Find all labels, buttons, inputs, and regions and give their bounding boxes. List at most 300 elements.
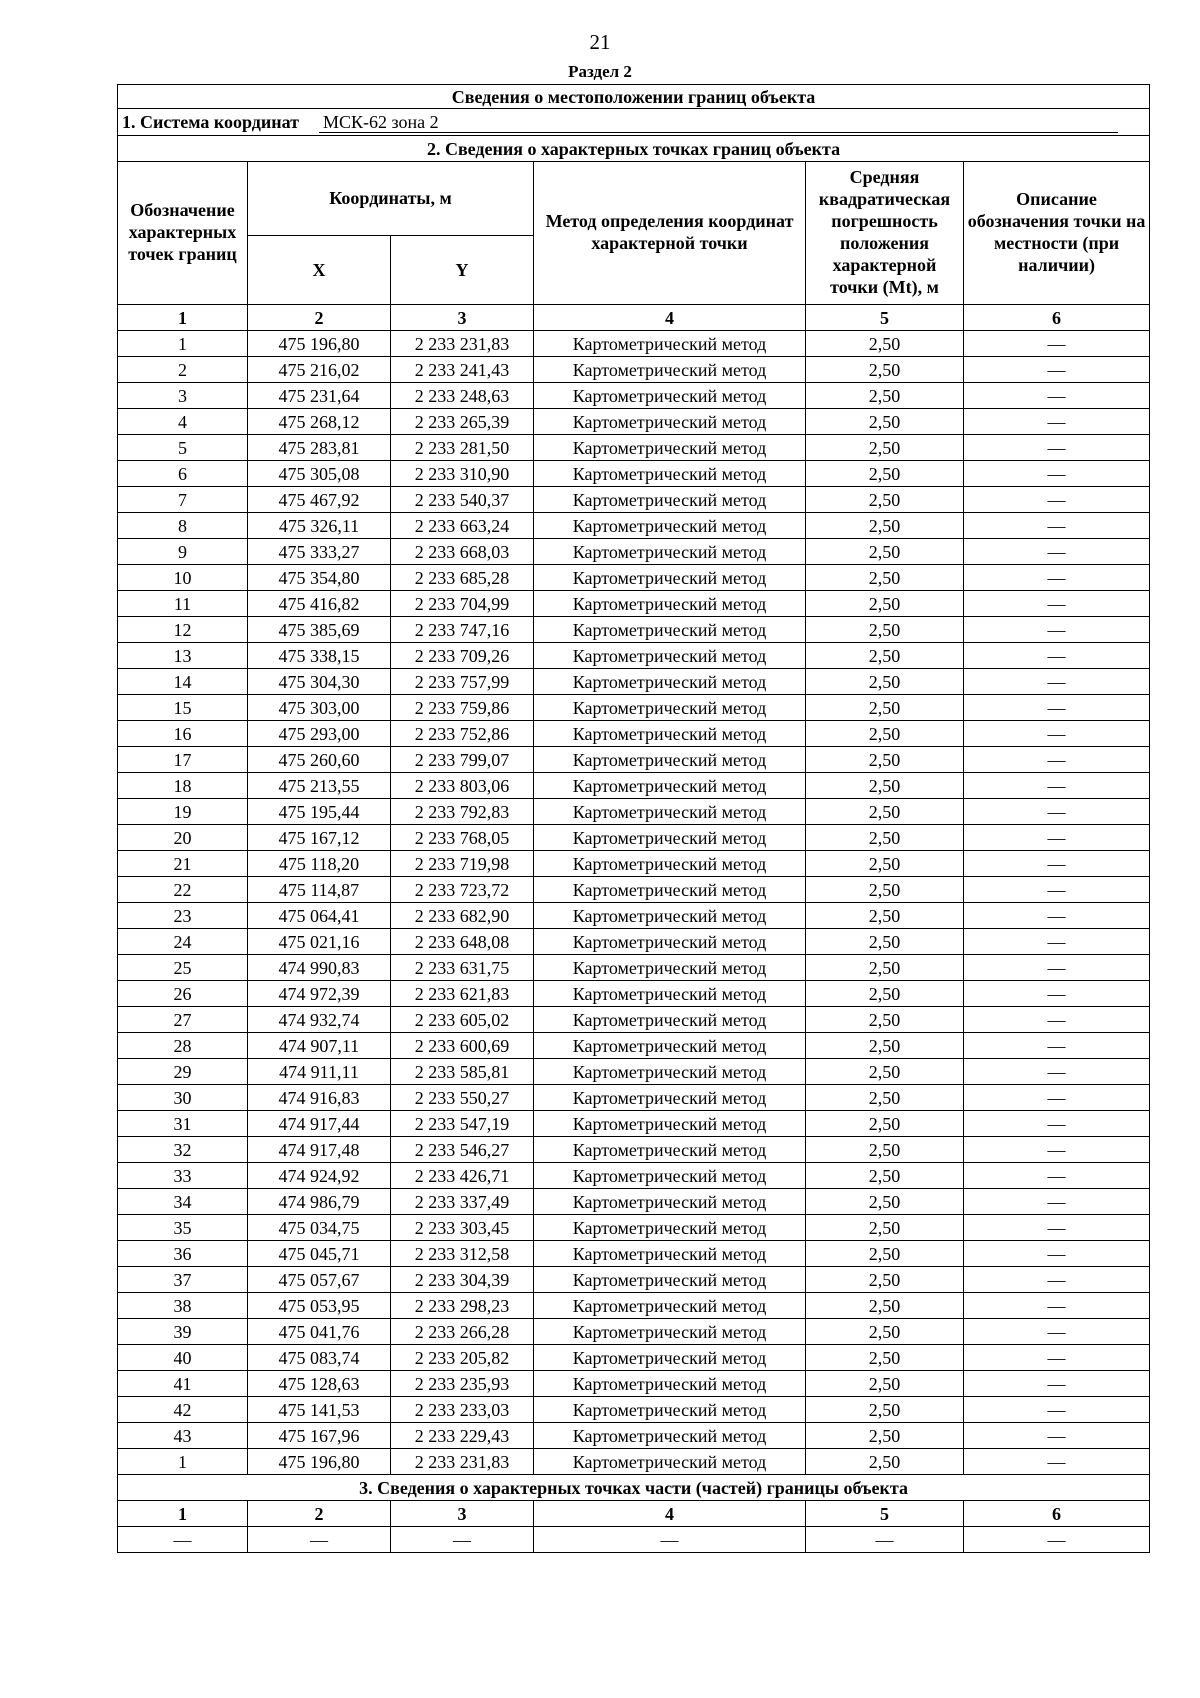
header-point-designation: Обозначение характерных точек границ [118, 162, 248, 305]
cell-mean-error: 2,50 [806, 1319, 964, 1345]
cell-mean-error: 2,50 [806, 461, 964, 487]
cell-coord-x: 475 216,02 [248, 357, 391, 383]
cell-coord-x: 475 064,41 [248, 903, 391, 929]
cell-description: — [964, 643, 1150, 669]
cell-point-number: 30 [118, 1085, 248, 1111]
cell-coord-y: 2 233 547,19 [391, 1111, 534, 1137]
cell-method: Картометрический метод [534, 1163, 806, 1189]
cell-method: Картометрический метод [534, 643, 806, 669]
cell-description: — [964, 565, 1150, 591]
cell-coord-y: 2 233 704,99 [391, 591, 534, 617]
cell-description: — [964, 669, 1150, 695]
cell-coord-x: 475 338,15 [248, 643, 391, 669]
cell-method: Картометрический метод [534, 331, 806, 357]
cell-mean-error: 2,50 [806, 1059, 964, 1085]
cell-description: — [964, 825, 1150, 851]
cell-point-number: 26 [118, 981, 248, 1007]
cell-point-number: 23 [118, 903, 248, 929]
cell-method: Картометрический метод [534, 877, 806, 903]
cell-coord-x: 475 083,74 [248, 1345, 391, 1371]
cell-point-number: 17 [118, 747, 248, 773]
cell-coord-x: 475 354,80 [248, 565, 391, 591]
cell-point-number: 6 [118, 461, 248, 487]
cell-coord-x: 474 990,83 [248, 955, 391, 981]
cell-coord-y: 2 233 759,86 [391, 695, 534, 721]
coordinate-system-row [118, 109, 1150, 136]
cell-coord-x: 475 141,53 [248, 1397, 391, 1423]
cell-coord-y: 2 233 231,83 [391, 1449, 534, 1475]
cell-point-number: 39 [118, 1319, 248, 1345]
cell-method: Картометрический метод [534, 929, 806, 955]
cell-method: Картометрический метод [534, 1293, 806, 1319]
cell-mean-error: 2,50 [806, 1345, 964, 1371]
table-row [118, 1241, 1150, 1267]
cell-method: Картометрический метод [534, 461, 806, 487]
cell-mean-error: 2,50 [806, 1449, 964, 1475]
table-row [118, 1163, 1150, 1189]
cell-method: Картометрический метод [534, 1111, 806, 1137]
cell-coord-y: 2 233 605,02 [391, 1007, 534, 1033]
cell-coord-y: 2 233 550,27 [391, 1085, 534, 1111]
cell-mean-error: 2,50 [806, 669, 964, 695]
cell-method: Картометрический метод [534, 617, 806, 643]
section3-cell-coord-x: — [248, 1527, 391, 1553]
cell-coord-y: 2 233 792,83 [391, 799, 534, 825]
cell-coord-x: 475 333,27 [248, 539, 391, 565]
cell-description: — [964, 1189, 1150, 1215]
cell-description: — [964, 357, 1150, 383]
table-title: Сведения о местоположении границ объекта [118, 85, 1150, 109]
table-row [118, 513, 1150, 539]
cell-point-number: 40 [118, 1345, 248, 1371]
cell-point-number: 42 [118, 1397, 248, 1423]
cell-method: Картометрический метод [534, 487, 806, 513]
cell-point-number: 3 [118, 383, 248, 409]
cell-coord-y: 2 233 648,08 [391, 929, 534, 955]
table-row [118, 1059, 1150, 1085]
cell-method: Картометрический метод [534, 1423, 806, 1449]
cell-coord-y: 2 233 231,83 [391, 331, 534, 357]
cell-mean-error: 2,50 [806, 851, 964, 877]
cell-coord-y: 2 233 205,82 [391, 1345, 534, 1371]
cell-coord-y: 2 233 631,75 [391, 955, 534, 981]
cell-coord-x: 475 118,20 [248, 851, 391, 877]
column-number-1: 1 [118, 305, 248, 331]
cell-coord-x: 475 385,69 [248, 617, 391, 643]
cell-coord-x: 475 167,96 [248, 1423, 391, 1449]
cell-coord-x: 475 293,00 [248, 721, 391, 747]
column-number-3: 3 [391, 305, 534, 331]
cell-mean-error: 2,50 [806, 1007, 964, 1033]
cell-point-number: 41 [118, 1371, 248, 1397]
cell-point-number: 19 [118, 799, 248, 825]
cell-mean-error: 2,50 [806, 1085, 964, 1111]
cell-coord-y: 2 233 235,93 [391, 1371, 534, 1397]
section3-cell-description: — [964, 1527, 1150, 1553]
section3-column-number-6: 6 [964, 1501, 1150, 1527]
header-mean-error: Средняя квадратическая погрешность положения характерной точки (Mt), м [806, 162, 964, 305]
cell-description: — [964, 1007, 1150, 1033]
cell-description: — [964, 799, 1150, 825]
cell-coord-y: 2 233 310,90 [391, 461, 534, 487]
cell-mean-error: 2,50 [806, 929, 964, 955]
cell-mean-error: 2,50 [806, 409, 964, 435]
cell-coord-y: 2 233 682,90 [391, 903, 534, 929]
cell-description: — [964, 929, 1150, 955]
cell-coord-y: 2 233 304,39 [391, 1267, 534, 1293]
cell-coord-x: 474 924,92 [248, 1163, 391, 1189]
cell-description: — [964, 851, 1150, 877]
cell-mean-error: 2,50 [806, 825, 964, 851]
cell-method: Картометрический метод [534, 357, 806, 383]
cell-description: — [964, 981, 1150, 1007]
table-row [118, 357, 1150, 383]
cell-description: — [964, 955, 1150, 981]
table-row [118, 1319, 1150, 1345]
coordinate-system-value: МСК-62 зона 2 [319, 112, 1118, 133]
cell-description: — [964, 383, 1150, 409]
table-row [118, 1007, 1150, 1033]
cell-coord-y: 2 233 540,37 [391, 487, 534, 513]
cell-point-number: 14 [118, 669, 248, 695]
cell-mean-error: 2,50 [806, 357, 964, 383]
cell-description: — [964, 1267, 1150, 1293]
table-row [118, 1423, 1150, 1449]
column-numbers-row [118, 305, 1150, 331]
cell-mean-error: 2,50 [806, 1033, 964, 1059]
cell-description: — [964, 1111, 1150, 1137]
cell-coord-x: 475 045,71 [248, 1241, 391, 1267]
cell-method: Картометрический метод [534, 747, 806, 773]
cell-coord-y: 2 233 668,03 [391, 539, 534, 565]
cell-method: Картометрический метод [534, 1319, 806, 1345]
cell-coord-y: 2 233 337,49 [391, 1189, 534, 1215]
cell-description: — [964, 1397, 1150, 1423]
cell-point-number: 18 [118, 773, 248, 799]
cell-description: — [964, 1293, 1150, 1319]
section2-title: 2. Сведения о характерных точках границ объекта [118, 136, 1150, 162]
cell-coord-x: 474 916,83 [248, 1085, 391, 1111]
cell-description: — [964, 1345, 1150, 1371]
cell-coord-y: 2 233 768,05 [391, 825, 534, 851]
cell-description: — [964, 539, 1150, 565]
table-row [118, 487, 1150, 513]
cell-mean-error: 2,50 [806, 539, 964, 565]
cell-coord-x: 475 034,75 [248, 1215, 391, 1241]
cell-mean-error: 2,50 [806, 1163, 964, 1189]
cell-description: — [964, 1241, 1150, 1267]
cell-point-number: 29 [118, 1059, 248, 1085]
cell-mean-error: 2,50 [806, 591, 964, 617]
cell-coord-y: 2 233 281,50 [391, 435, 534, 461]
section3-column-number-4: 4 [534, 1501, 806, 1527]
table-row [118, 1293, 1150, 1319]
cell-coord-y: 2 233 709,26 [391, 643, 534, 669]
cell-point-number: 1 [118, 1449, 248, 1475]
table-row [118, 825, 1150, 851]
header-coordinates: Координаты, м [248, 162, 534, 236]
table-row [118, 617, 1150, 643]
cell-point-number: 43 [118, 1423, 248, 1449]
cell-description: — [964, 1059, 1150, 1085]
cell-coord-x: 475 326,11 [248, 513, 391, 539]
cell-method: Картометрический метод [534, 1007, 806, 1033]
table-row [118, 643, 1150, 669]
table-row [118, 721, 1150, 747]
cell-coord-x: 475 305,08 [248, 461, 391, 487]
cell-coord-y: 2 233 266,28 [391, 1319, 534, 1345]
cell-method: Картометрический метод [534, 903, 806, 929]
cell-coord-x: 475 260,60 [248, 747, 391, 773]
cell-description: — [964, 1423, 1150, 1449]
cell-coord-y: 2 233 312,58 [391, 1241, 534, 1267]
cell-coord-y: 2 233 303,45 [391, 1215, 534, 1241]
cell-coord-x: 475 128,63 [248, 1371, 391, 1397]
header-method: Метод определения координат характерной точки [534, 162, 806, 305]
cell-mean-error: 2,50 [806, 721, 964, 747]
cell-description: — [964, 747, 1150, 773]
table-row [118, 1345, 1150, 1371]
cell-mean-error: 2,50 [806, 877, 964, 903]
cell-description: — [964, 1137, 1150, 1163]
table-row [118, 903, 1150, 929]
cell-description: — [964, 435, 1150, 461]
cell-coord-x: 475 196,80 [248, 1449, 391, 1475]
table-row [118, 1215, 1150, 1241]
header-x: X [248, 236, 391, 305]
cell-point-number: 1 [118, 331, 248, 357]
cell-point-number: 4 [118, 409, 248, 435]
cell-coord-x: 474 911,11 [248, 1059, 391, 1085]
cell-mean-error: 2,50 [806, 643, 964, 669]
cell-coord-x: 475 041,76 [248, 1319, 391, 1345]
cell-point-number: 2 [118, 357, 248, 383]
cell-method: Картометрический метод [534, 799, 806, 825]
cell-mean-error: 2,50 [806, 773, 964, 799]
cell-mean-error: 2,50 [806, 565, 964, 591]
table-row [118, 1189, 1150, 1215]
cell-point-number: 5 [118, 435, 248, 461]
cell-mean-error: 2,50 [806, 1111, 964, 1137]
cell-coord-x: 475 303,00 [248, 695, 391, 721]
cell-method: Картометрический метод [534, 721, 806, 747]
cell-method: Картометрический метод [534, 565, 806, 591]
table-row [118, 1449, 1150, 1475]
cell-mean-error: 2,50 [806, 1397, 964, 1423]
cell-method: Картометрический метод [534, 1267, 806, 1293]
table-row [118, 565, 1150, 591]
cell-method: Картометрический метод [534, 1345, 806, 1371]
cell-method: Картометрический метод [534, 669, 806, 695]
section3-cell-method: — [534, 1527, 806, 1553]
cell-mean-error: 2,50 [806, 695, 964, 721]
section3-column-number-2: 2 [248, 1501, 391, 1527]
table-row [118, 669, 1150, 695]
cell-mean-error: 2,50 [806, 435, 964, 461]
cell-point-number: 27 [118, 1007, 248, 1033]
cell-method: Картометрический метод [534, 825, 806, 851]
cell-method: Картометрический метод [534, 695, 806, 721]
cell-coord-y: 2 233 752,86 [391, 721, 534, 747]
cell-description: — [964, 591, 1150, 617]
cell-point-number: 24 [118, 929, 248, 955]
cell-coord-x: 475 196,80 [248, 331, 391, 357]
cell-coord-y: 2 233 233,03 [391, 1397, 534, 1423]
table-row [118, 799, 1150, 825]
cell-coord-y: 2 233 723,72 [391, 877, 534, 903]
cell-description: — [964, 877, 1150, 903]
cell-coord-x: 475 467,92 [248, 487, 391, 513]
table-row [118, 955, 1150, 981]
cell-coord-x: 475 053,95 [248, 1293, 391, 1319]
table-row [118, 435, 1150, 461]
cell-point-number: 25 [118, 955, 248, 981]
cell-coord-y: 2 233 248,63 [391, 383, 534, 409]
cell-description: — [964, 617, 1150, 643]
coordinate-system-label: 1. Система координат [122, 111, 299, 132]
cell-coord-x: 474 972,39 [248, 981, 391, 1007]
cell-point-number: 9 [118, 539, 248, 565]
cell-point-number: 8 [118, 513, 248, 539]
cell-coord-y: 2 233 585,81 [391, 1059, 534, 1085]
cell-coord-y: 2 233 229,43 [391, 1423, 534, 1449]
section-label: Раздел 2 [568, 62, 632, 81]
cell-coord-y: 2 233 799,07 [391, 747, 534, 773]
boundary-points-table [117, 84, 1150, 1553]
cell-point-number: 34 [118, 1189, 248, 1215]
cell-mean-error: 2,50 [806, 1215, 964, 1241]
cell-point-number: 7 [118, 487, 248, 513]
cell-mean-error: 2,50 [806, 799, 964, 825]
cell-coord-x: 474 986,79 [248, 1189, 391, 1215]
cell-mean-error: 2,50 [806, 955, 964, 981]
cell-point-number: 36 [118, 1241, 248, 1267]
cell-coord-y: 2 233 265,39 [391, 409, 534, 435]
cell-coord-x: 474 932,74 [248, 1007, 391, 1033]
table-row [118, 1111, 1150, 1137]
cell-coord-y: 2 233 685,28 [391, 565, 534, 591]
table-row [118, 331, 1150, 357]
cell-point-number: 21 [118, 851, 248, 877]
column-number-4: 4 [534, 305, 806, 331]
table-row [118, 981, 1150, 1007]
table-row [118, 773, 1150, 799]
cell-coord-x: 475 021,16 [248, 929, 391, 955]
cell-coord-y: 2 233 546,27 [391, 1137, 534, 1163]
cell-mean-error: 2,50 [806, 1293, 964, 1319]
cell-coord-x: 475 283,81 [248, 435, 391, 461]
section3-title: 3. Сведения о характерных точках части (частей) границы объекта [118, 1475, 1150, 1501]
cell-coord-x: 475 268,12 [248, 409, 391, 435]
cell-coord-x: 475 114,87 [248, 877, 391, 903]
section3-column-number-5: 5 [806, 1501, 964, 1527]
cell-description: — [964, 1033, 1150, 1059]
cell-description: — [964, 1163, 1150, 1189]
table-row [118, 1267, 1150, 1293]
table-row [118, 409, 1150, 435]
cell-method: Картометрический метод [534, 1397, 806, 1423]
cell-coord-x: 474 917,44 [248, 1111, 391, 1137]
cell-point-number: 35 [118, 1215, 248, 1241]
cell-mean-error: 2,50 [806, 1241, 964, 1267]
cell-mean-error: 2,50 [806, 1423, 964, 1449]
section3-cell-mean-error: — [806, 1527, 964, 1553]
cell-description: — [964, 513, 1150, 539]
cell-method: Картометрический метод [534, 1033, 806, 1059]
table-row [118, 877, 1150, 903]
cell-coord-y: 2 233 426,71 [391, 1163, 534, 1189]
cell-coord-x: 475 416,82 [248, 591, 391, 617]
cell-method: Картометрический метод [534, 383, 806, 409]
cell-coord-x: 475 213,55 [248, 773, 391, 799]
cell-description: — [964, 331, 1150, 357]
cell-description: — [964, 695, 1150, 721]
cell-description: — [964, 1371, 1150, 1397]
cell-coord-y: 2 233 747,16 [391, 617, 534, 643]
cell-description: — [964, 1449, 1150, 1475]
cell-coord-y: 2 233 241,43 [391, 357, 534, 383]
cell-mean-error: 2,50 [806, 1137, 964, 1163]
column-number-6: 6 [964, 305, 1150, 331]
cell-mean-error: 2,50 [806, 747, 964, 773]
cell-method: Картометрический метод [534, 955, 806, 981]
cell-method: Картометрический метод [534, 1215, 806, 1241]
cell-mean-error: 2,50 [806, 487, 964, 513]
cell-point-number: 20 [118, 825, 248, 851]
cell-method: Картометрический метод [534, 1059, 806, 1085]
cell-point-number: 22 [118, 877, 248, 903]
page-number: 21 [589, 30, 611, 54]
cell-point-number: 15 [118, 695, 248, 721]
cell-description: — [964, 773, 1150, 799]
cell-mean-error: 2,50 [806, 981, 964, 1007]
cell-method: Картометрический метод [534, 591, 806, 617]
cell-method: Картометрический метод [534, 981, 806, 1007]
cell-point-number: 10 [118, 565, 248, 591]
table-row [118, 929, 1150, 955]
cell-mean-error: 2,50 [806, 513, 964, 539]
section3-cell-coord-y: — [391, 1527, 534, 1553]
table-row [118, 383, 1150, 409]
table-row [118, 695, 1150, 721]
cell-description: — [964, 1215, 1150, 1241]
cell-coord-x: 475 167,12 [248, 825, 391, 851]
cell-method: Картометрический метод [534, 1189, 806, 1215]
section3-column-numbers-row [118, 1501, 1150, 1527]
cell-method: Картометрический метод [534, 1085, 806, 1111]
cell-description: — [964, 1085, 1150, 1111]
column-number-5: 5 [806, 305, 964, 331]
cell-description: — [964, 721, 1150, 747]
cell-method: Картометрический метод [534, 1241, 806, 1267]
cell-point-number: 38 [118, 1293, 248, 1319]
section3-column-number-1: 1 [118, 1501, 248, 1527]
cell-coord-x: 475 231,64 [248, 383, 391, 409]
table-row [118, 539, 1150, 565]
section3-table-row [118, 1527, 1150, 1553]
cell-mean-error: 2,50 [806, 331, 964, 357]
cell-coord-y: 2 233 298,23 [391, 1293, 534, 1319]
section3-cell-point-number: — [118, 1527, 248, 1553]
cell-description: — [964, 1319, 1150, 1345]
cell-mean-error: 2,50 [806, 1371, 964, 1397]
cell-coord-x: 475 057,67 [248, 1267, 391, 1293]
cell-description: — [964, 903, 1150, 929]
cell-point-number: 32 [118, 1137, 248, 1163]
column-number-2: 2 [248, 305, 391, 331]
cell-method: Картометрический метод [534, 435, 806, 461]
cell-description: — [964, 487, 1150, 513]
